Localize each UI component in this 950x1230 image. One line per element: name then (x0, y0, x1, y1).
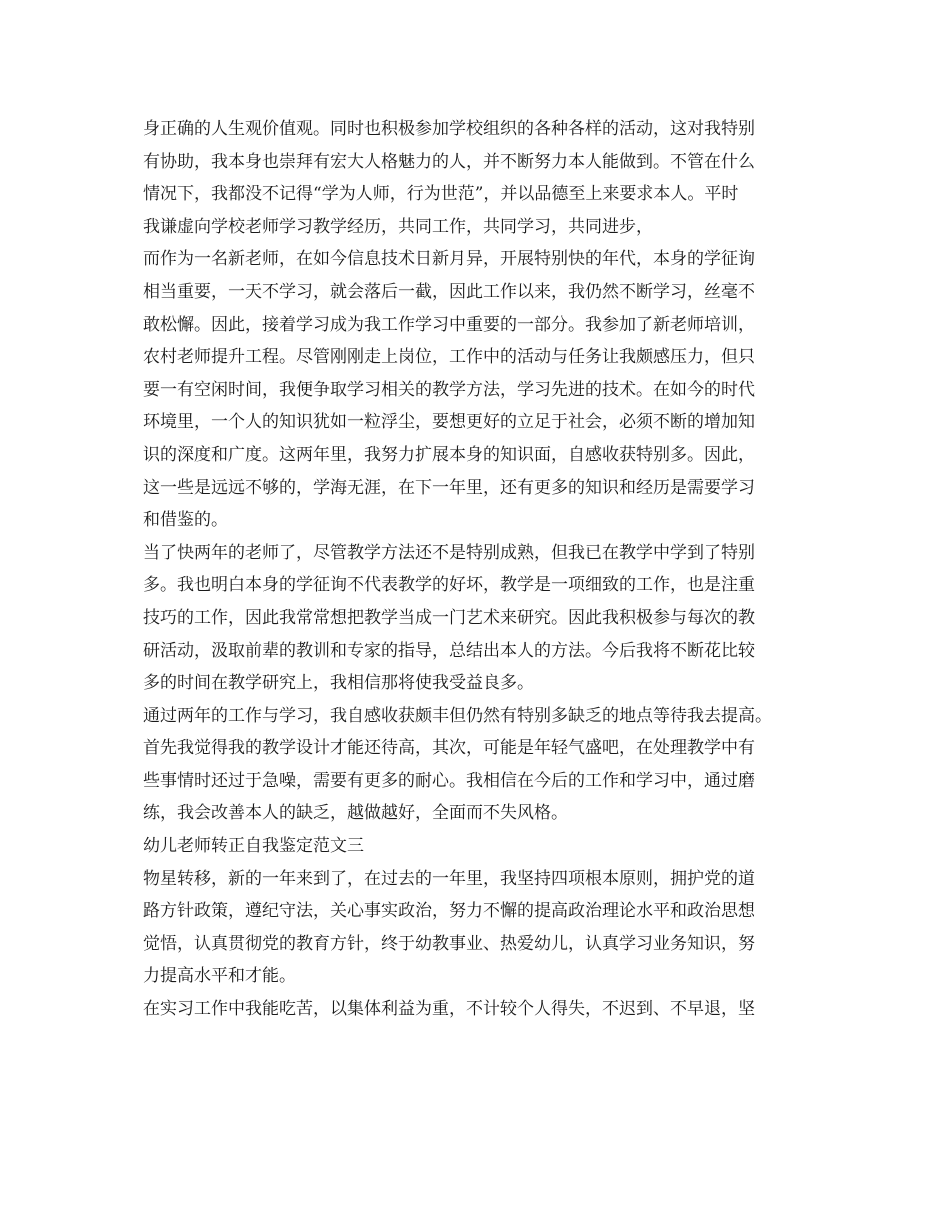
paragraph-1 (143, 113, 823, 243)
text-line: 首先我觉得我的教学设计才能还待高，其次，可能是年轻气盛吧，在处理教学中有 (143, 738, 755, 759)
text-line: 多的时间在教学研究上，我相信那将使我受益良多。 (143, 673, 534, 694)
text-line: 相当重要，一天不学习，就会落后一截，因此工作以来，我仍然不断学习，丝毫不 (143, 281, 755, 302)
paragraph-4 (143, 700, 823, 830)
section-heading-text: 幼儿老师转正自我鉴定范文三 (143, 836, 364, 857)
text-line: 技巧的工作，因此我常常想把教学当成一门艺术来研究。因此我积极参与每次的教 (143, 607, 755, 628)
text-line: 和借鉴的。 (143, 510, 228, 531)
text-line: 身正确的人生观价值观。同时也积极参加学校组织的各种各样的活动，这对我特别 (143, 119, 755, 139)
text-line: 当了快两年的老师了，尽管教学方法还不是特别成熟，但我已在教学中学到了特别 (143, 542, 755, 563)
text-line: 农村老师提升工程。尽管刚刚走上岗位，工作中的活动与任务让我颇感压力，但只 (143, 347, 755, 368)
text-line: 这一些是远远不够的，学海无涯，在下一年里，还有更多的知识和经历是需要学习 (143, 477, 755, 498)
text-line: 路方针政策，遵纪守法，关心事实政治，努力不懈的提高政治理论水平和政治思想 (143, 901, 755, 922)
paragraph-3 (143, 537, 823, 700)
text-line: 识的深度和广度。这两年里，我努力扩展本身的知识面，自感收获特别多。因此， (143, 444, 755, 465)
text-line: 有协助，我本身也崇拜有宏大人格魅力的人，并不断努力本人能做到。不管在什么 (143, 151, 755, 172)
text-line: 觉悟，认真贯彻党的教育方针，终于幼教事业、热爱幼儿，认真学习业务知识，努 (143, 933, 755, 954)
text-line: 练，我会改善本人的缺乏，越做越好，全面而不失风格。 (143, 803, 568, 824)
text-line: 研活动，汲取前辈的教训和专家的指导，总结出本人的方法。今后我将不断花比较 (143, 640, 755, 661)
text-line: 要一有空闲时间，我便争取学习相关的教学方法，学习先进的技术。在如今的时代 (143, 379, 755, 400)
paragraph-6 (143, 993, 823, 1026)
text-line: 敢松懈。因此，接着学习成为我工作学习中重要的一部分。我参加了新老师培训， (143, 314, 755, 335)
text-line: 情况下，我都没不记得“学为人师，行为世范”，并以品德至上来要求本人。平时 (143, 184, 739, 205)
text-line: 通过两年的工作与学习，我自感收获颇丰但仍然有特别多缺乏的地点等待我去提高。 (143, 705, 772, 726)
text-line: 物星转移，新的一年来到了，在过去的一年里，我坚持四项根本原则，拥护党的道 (143, 868, 755, 889)
paragraph-5 (143, 863, 823, 993)
text-line: 而作为一名新老师，在如今信息技术日新月异，开展特别快的年代，本身的学征询 (143, 249, 755, 270)
text-line: 多。我也明白本身的学征询不代表教学的好坏，教学是一项细致的工作，也是注重 (143, 575, 755, 596)
document-body (143, 113, 823, 1026)
section-heading (143, 830, 823, 863)
text-line: 我谦虚向学校老师学习教学经历，共同工作，共同学习，共同进步， (143, 216, 653, 237)
paragraph-2 (143, 243, 823, 536)
text-line: 环境里，一个人的知识犹如一粒浮尘，要想更好的立足于社会，必须不断的增加知 (143, 412, 755, 433)
text-line: 些事情时还过于急噪，需要有更多的耐心。我相信在今后的工作和学习中，通过磨 (143, 770, 755, 791)
text-line: 在实习工作中我能吃苦，以集体利益为重，不计较个人得失，不迟到、不早退，坚 (143, 999, 755, 1020)
text-line: 力提高水平和才能。 (143, 966, 296, 987)
